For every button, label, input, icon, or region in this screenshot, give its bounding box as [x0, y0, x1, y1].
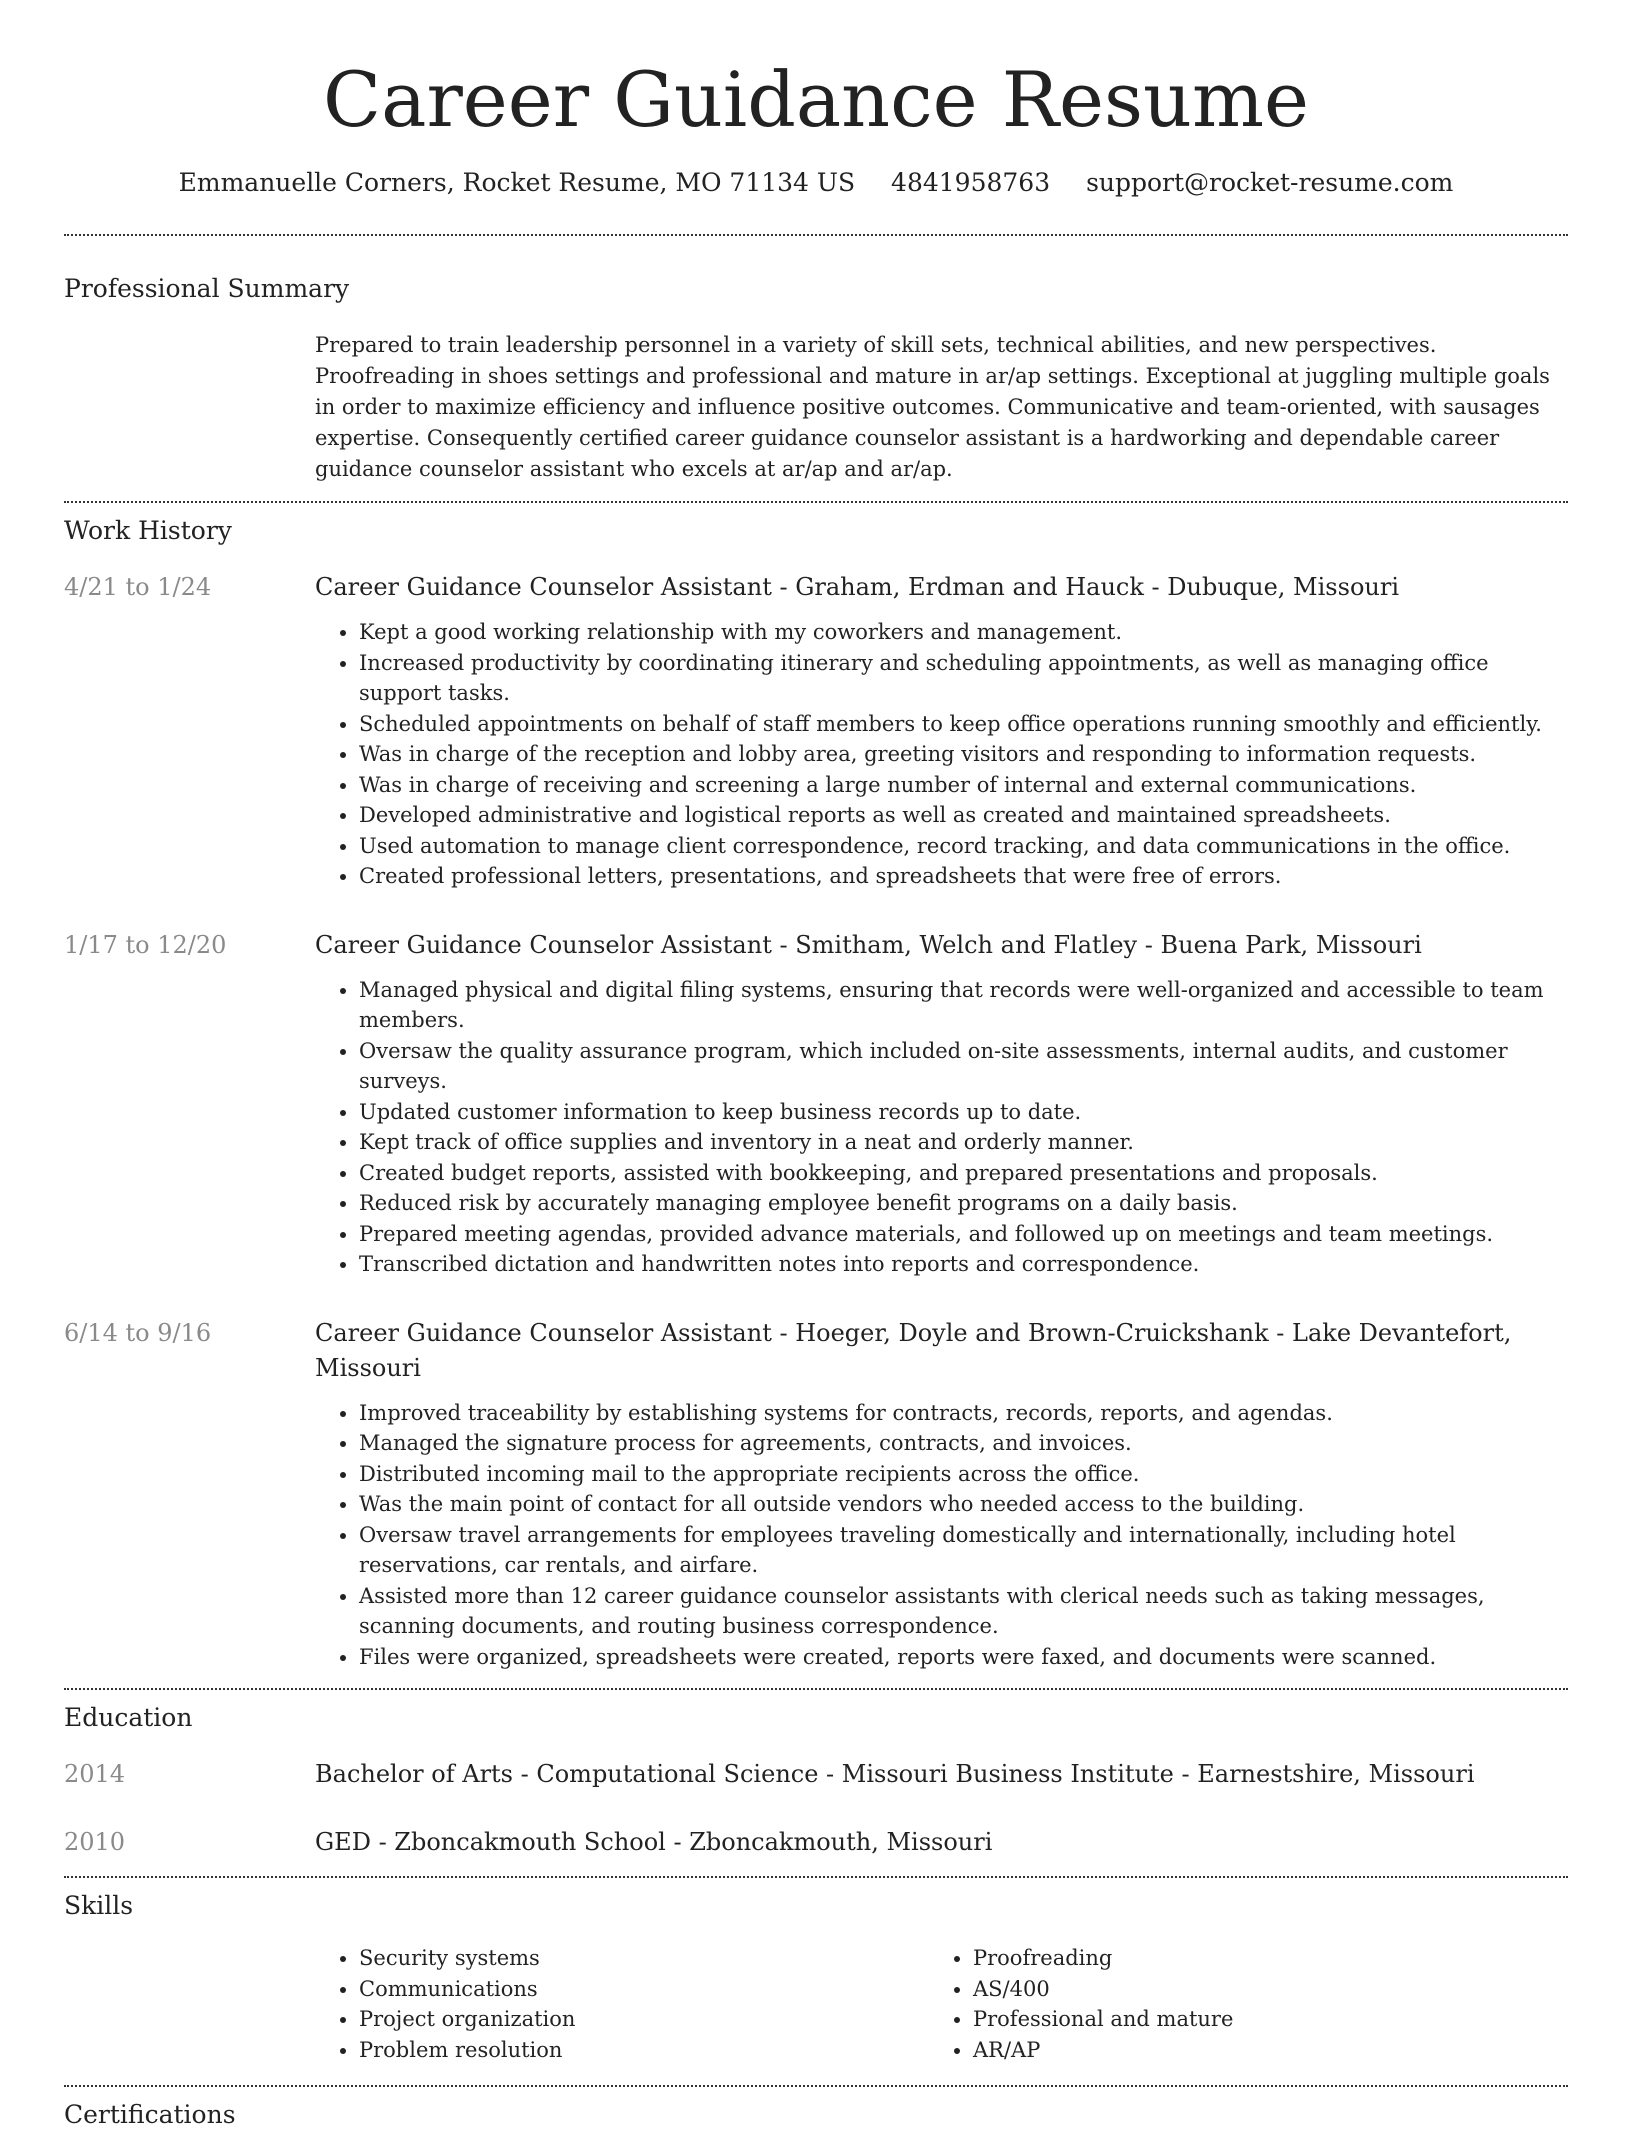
contact-line [64, 166, 1568, 200]
job-bullet: • Created professional letters, presentations, and spreadsheets that were free of errors. [359, 861, 1568, 892]
divider [64, 501, 1568, 503]
certifications-heading: Certifications [64, 2100, 236, 2129]
education-degree: Bachelor of Arts - Computational Science - Missouri Business Institute - Earnestshire, Missouri [315, 1760, 1475, 1788]
job-bullet: • Files were organized, spreadsheets were created, reports were faxed, and documents were scanned. [359, 1642, 1568, 1673]
skill-item: • Communications [359, 1974, 929, 2005]
summary-section [64, 272, 1568, 485]
work-history-section [64, 514, 1568, 1672]
job-bullet: • Transcribed dictation and handwritten notes into reports and correspondence. [359, 1249, 1568, 1280]
job-bullets [315, 617, 1568, 892]
job-bullet: • Managed the signature process for agreements, contracts, and invoices. [359, 1428, 1568, 1459]
skill-item: • Project organization [359, 2004, 929, 2035]
job-bullet: • Was in charge of receiving and screening a large number of internal and external communications. [359, 770, 1568, 801]
education-year: 2010 [64, 1828, 126, 1856]
job-bullet: • Scheduled appointments on behalf of staff members to keep office operations running smoothly and efficiently. [359, 709, 1568, 740]
education-heading: Education [64, 1703, 193, 1732]
job-bullet: • Updated customer information to keep business records up to date. [359, 1097, 1568, 1128]
job-bullets [315, 1398, 1568, 1673]
education-year: 2014 [64, 1760, 126, 1788]
skills-list [315, 1943, 929, 2065]
job-bullet: • Distributed incoming mail to the appropriate recipients across the office. [359, 1459, 1568, 1490]
summary-text: Prepared to train leadership personnel in a variety of skill sets, technical abilities, and new perspectives. Proofreading in shoes settings and professional and mature in ar/ap settings. Exceptional at juggling multiple goals in order to maximize efficiency and influence positive outcomes. Communicative and team-oriented, with sausages expertise. Consequently certified career guidance counselor assistant is a hardworking and dependable career guidance counselor assistant who excels at ar/ap and ar/ap. [315, 333, 1550, 481]
skills-list [929, 1943, 1543, 2065]
job-bullet: • Reduced risk by accurately managing employee benefit programs on a daily basis. [359, 1188, 1568, 1219]
certifications-section [64, 2098, 1568, 2132]
skill-item: • Proofreading [973, 1943, 1543, 1974]
job-bullets [315, 975, 1568, 1280]
job-dates: 4/21 to 1/24 [64, 573, 212, 601]
resume-title: Career Guidance Resume [323, 55, 1309, 144]
work-history-heading: Work History [64, 516, 232, 545]
job-entry [64, 1316, 1568, 1673]
job-bullet: • Developed administrative and logistical reports as well as created and maintained spreadsheets. [359, 800, 1568, 831]
skill-item: • Problem resolution [359, 2035, 929, 2066]
skills-column-left [315, 1943, 929, 2065]
education-entry [64, 1757, 1568, 1792]
skill-item: • AS/400 [973, 1974, 1543, 2005]
job-bullet: • Oversaw the quality assurance program, which included on-site assessments, internal audits, and customer surveys. [359, 1036, 1568, 1097]
divider [64, 234, 1568, 236]
contact-phone: 4841958763 [891, 168, 1051, 197]
job-bullet: • Kept a good working relationship with my coworkers and management. [359, 617, 1568, 648]
job-bullet: • Managed physical and digital filing systems, ensuring that records were well-organized and accessible to team members. [359, 975, 1568, 1036]
education-section [64, 1701, 1568, 1860]
summary-heading: Professional Summary [64, 274, 350, 303]
job-bullet: • Improved traceability by establishing systems for contracts, records, reports, and agendas. [359, 1398, 1568, 1429]
contact-address: Emmanuelle Corners, Rocket Resume, MO 71134 US [178, 168, 856, 197]
education-body [315, 1757, 1568, 1792]
education-degree: GED - Zboncakmouth School - Zboncakmouth, Missouri [315, 1828, 993, 1856]
education-body [315, 1825, 1568, 1860]
job-body [315, 570, 1568, 892]
divider [64, 1876, 1568, 1878]
skill-item: • Professional and mature [973, 2004, 1543, 2035]
divider [64, 2085, 1568, 2087]
job-bullet: • Kept track of office supplies and inventory in a neat and orderly manner. [359, 1127, 1568, 1158]
job-bullet: • Used automation to manage client correspondence, record tracking, and data communications in the office. [359, 831, 1568, 862]
job-bullet: • Was the main point of contact for all outside vendors who needed access to the building. [359, 1489, 1568, 1520]
job-entry [64, 570, 1568, 892]
job-body [315, 928, 1568, 1280]
job-entry [64, 928, 1568, 1280]
job-bullet: • Prepared meeting agendas, provided advance materials, and followed up on meetings and team meetings. [359, 1219, 1568, 1250]
skills-section [64, 1889, 1568, 2065]
job-title: Career Guidance Counselor Assistant - Hoeger, Doyle and Brown-Cruickshank - Lake Devantefort, Missouri [315, 1318, 1512, 1382]
job-title: Career Guidance Counselor Assistant - Graham, Erdman and Hauck - Dubuque, Missouri [315, 573, 1399, 601]
skill-item: • AR/AP [973, 2035, 1543, 2066]
job-bullet: • Increased productivity by coordinating itinerary and scheduling appointments, as well as managing office support tasks. [359, 648, 1568, 709]
skills-grid [315, 1943, 1568, 2065]
skills-column-right [929, 1943, 1543, 2065]
job-dates: 1/17 to 12/20 [64, 930, 227, 959]
divider [64, 1688, 1568, 1690]
resume-page [64, 0, 1568, 2132]
job-bullet: • Created budget reports, assisted with bookkeeping, and prepared presentations and proposals. [359, 1158, 1568, 1189]
contact-email: support@rocket-resume.com [1086, 168, 1454, 197]
skill-item: • Security systems [359, 1943, 929, 1974]
skills-heading: Skills [64, 1891, 134, 1920]
job-dates: 6/14 to 9/16 [64, 1318, 212, 1347]
education-entry [64, 1825, 1568, 1860]
job-title: Career Guidance Counselor Assistant - Smitham, Welch and Flatley - Buena Park, Missouri [315, 930, 1422, 959]
job-bullet: • Oversaw travel arrangements for employees traveling domestically and internationally, including hotel reservations, car rentals, and airfare. [359, 1520, 1568, 1581]
job-bullet: • Assisted more than 12 career guidance counselor assistants with clerical needs such as taking messages, scanning documents, and routing business correspondence. [359, 1581, 1568, 1642]
job-body [315, 1316, 1568, 1673]
job-bullet: • Was in charge of the reception and lobby area, greeting visitors and responding to information requests. [359, 739, 1568, 770]
